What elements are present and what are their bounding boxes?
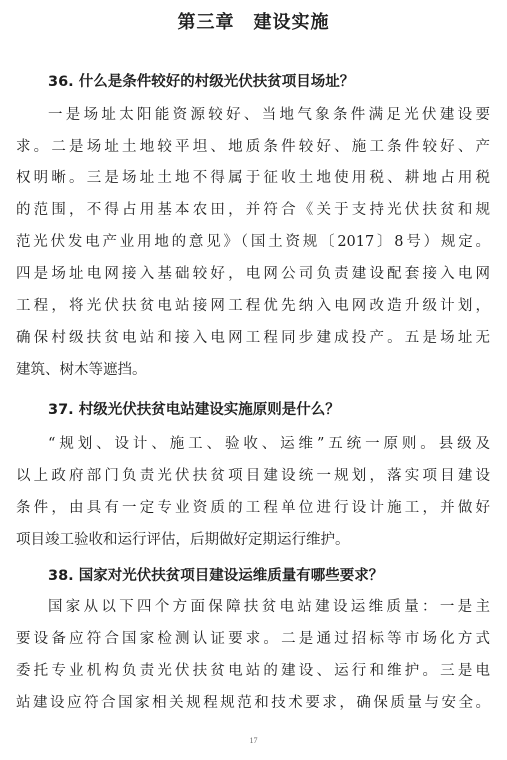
paragraph-line: 一是场址太阳能资源较好、当地气象条件满足光伏建设要 [48,107,490,123]
paragraph-line: 要设备应符合国家检测认证要求。二是通过招标等市场化方式 [16,631,490,647]
paragraph-line: 建筑、树木等遮挡。 [16,362,147,378]
paragraph-line: 四是场址电网接入基础较好，电网公司负责建设配套接入电网 [16,266,490,282]
paragraph-line: 确保村级扶贫电站和接入电网工程同步建成投产。五是场址无 [16,330,490,346]
paragraph-line: 国家从以下四个方面保障扶贫电站建设运维质量：一是主 [48,599,490,615]
question-38: 38. 国家对光伏扶贫项目建设运维质量有哪些要求？ [48,568,384,584]
paragraph-line: “规划、设计、施工、验收、运维”五统一原则。县级及 [48,436,490,452]
chapter-title: 第三章 建设实施 [177,12,330,33]
page-number: 17 [249,736,258,745]
paragraph-line: 条件，由具有一定专业资质的工程单位进行设计施工，并做好 [16,500,490,516]
question-36: 36. 什么是条件较好的村级光伏扶贫项目场址？ [48,74,355,90]
paragraph-line: 工程，将光伏扶贫电站接网工程优先纳入电网改造升级计划， [16,298,490,314]
paragraph-line: 项目竣工验收和运行评估，后期做好定期运行维护。 [16,532,350,548]
paragraph-line: 以上政府部门负责光伏扶贫项目建设统一规划，落实项目建设 [16,468,490,484]
paragraph-line: 委托专业机构负责光伏扶贫电站的建设、运行和维护。三是电 [16,663,490,679]
question-37: 37. 村级光伏扶贫电站建设实施原则是什么？ [48,402,340,418]
paragraph-line: 的范围，不得占用基本农田，并符合《关于支持光伏扶贫和规 [16,202,490,218]
paragraph-line: 站建设应符合国家相关规程规范和技术要求，确保质量与安全。 [16,695,490,711]
paragraph-line: 权明晰。三是场址土地不得属于征收土地使用税、耕地占用税 [16,170,490,186]
paragraph-line: 求。二是场址土地较平坦、地质条件较好、施工条件较好、产 [16,139,490,155]
paragraph-line: 范光伏发电产业用地的意见》（国土资规〔2017〕8号）规定。 [16,234,490,250]
